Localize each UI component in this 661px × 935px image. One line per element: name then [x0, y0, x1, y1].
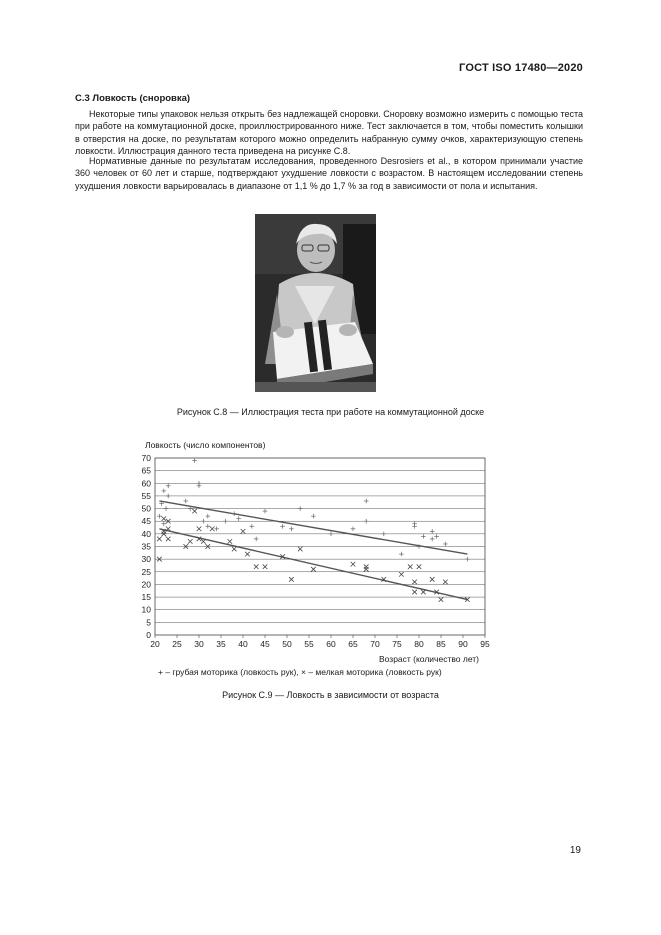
y-tick-label: 65 — [141, 465, 151, 476]
y-tick-label: 20 — [141, 579, 151, 590]
paragraph-1: Некоторые типы упаковок нельзя открыть без надлежащей сноровки. Сноровку возможно измерить с помощью теста при работе на коммутационной доске, проиллюстрированного ниже. Тест заключается в том, чтобы поместить колышки в отверстия на доске, по результатам которого можно определить набранную сумму очков, характеризующую степень ловкости. Иллюстрация данного теста приведена на рисунке С.8. — [75, 109, 583, 156]
data-point-gross-motor — [298, 506, 303, 511]
x-tick-label: 35 — [216, 639, 226, 649]
data-point-fine-motor — [298, 547, 303, 552]
data-point-fine-motor — [192, 509, 197, 514]
chart-y-axis-title: Ловкость (число компонентов) — [145, 440, 266, 450]
data-point-gross-motor — [421, 534, 426, 539]
data-point-gross-motor — [263, 509, 268, 514]
data-point-fine-motor — [263, 564, 268, 569]
y-tick-label: 45 — [141, 516, 151, 527]
data-point-fine-motor — [417, 564, 422, 569]
data-point-gross-motor — [214, 527, 219, 532]
y-tick-label: 25 — [141, 566, 151, 577]
section-title: С.3 Ловкость (сноровка) — [75, 93, 191, 104]
x-tick-label: 60 — [326, 639, 336, 649]
data-point-fine-motor — [197, 527, 202, 532]
y-tick-label: 35 — [141, 541, 151, 552]
data-point-gross-motor — [430, 529, 435, 534]
data-point-gross-motor — [311, 514, 316, 519]
data-point-fine-motor — [364, 564, 369, 569]
data-point-gross-motor — [351, 527, 356, 532]
x-tick-label: 55 — [304, 639, 314, 649]
data-point-gross-motor — [166, 494, 171, 499]
data-point-fine-motor — [439, 597, 444, 602]
dexterity-age-chart — [135, 438, 505, 678]
pegboard-test-photo — [255, 214, 376, 392]
data-point-fine-motor — [162, 516, 167, 521]
x-tick-label: 50 — [282, 639, 292, 649]
data-point-fine-motor — [412, 590, 417, 595]
y-tick-label: 70 — [141, 453, 151, 463]
data-point-fine-motor — [188, 539, 193, 544]
x-tick-label: 70 — [370, 639, 380, 649]
data-point-gross-motor — [162, 489, 167, 494]
data-point-gross-motor — [434, 534, 439, 539]
data-point-fine-motor — [166, 537, 171, 542]
y-tick-label: 15 — [141, 592, 151, 603]
x-tick-label: 95 — [480, 639, 490, 649]
data-point-fine-motor — [157, 537, 162, 542]
y-tick-label: 55 — [141, 490, 151, 501]
data-point-gross-motor — [399, 552, 404, 557]
x-tick-label: 25 — [172, 639, 182, 649]
data-point-fine-motor — [408, 564, 413, 569]
data-point-fine-motor — [364, 567, 369, 572]
page-number: 19 — [569, 845, 581, 856]
data-point-fine-motor — [210, 527, 215, 532]
figure-c9-caption: Рисунок С.9 — Ловкость в зависимости от возраста — [222, 690, 439, 700]
x-tick-label: 65 — [348, 639, 358, 649]
data-point-fine-motor — [232, 547, 237, 552]
y-tick-label: 50 — [141, 503, 151, 514]
data-point-fine-motor — [311, 567, 316, 572]
document-id-header: ГОСТ ISO 17480—2020 — [459, 62, 583, 74]
data-point-gross-motor — [223, 519, 228, 524]
data-point-gross-motor — [412, 521, 417, 526]
y-tick-label: 10 — [141, 604, 151, 615]
data-point-gross-motor — [162, 521, 167, 526]
data-point-fine-motor — [245, 552, 250, 557]
paragraph-2: Нормативные данные по результатам исследования, проведенного Desrosiers et al., в котором принимали участие 360 человек от 60 лет и старше, подтверждают ухудшение ловкости с возрастом. В настоящем исследовании степень ухудшения ловкости варьировалась в диапазоне от 1,1 % до 1,7 % за год в зависимости от пола и испытания. — [75, 156, 583, 191]
data-point-gross-motor — [197, 481, 202, 486]
y-tick-label: 60 — [141, 478, 151, 489]
data-point-gross-motor — [201, 519, 206, 524]
x-tick-label: 45 — [260, 639, 270, 649]
data-point-gross-motor — [254, 537, 259, 542]
data-point-gross-motor — [364, 519, 369, 524]
data-point-gross-motor — [443, 542, 448, 547]
data-point-gross-motor — [164, 506, 169, 511]
x-tick-label: 75 — [392, 639, 402, 649]
data-point-gross-motor — [236, 516, 241, 521]
data-point-gross-motor — [157, 514, 162, 519]
x-tick-label: 20 — [150, 639, 160, 649]
chart-x-axis-title: Возраст (количество лет) — [379, 654, 479, 664]
data-point-fine-motor — [254, 564, 259, 569]
data-point-gross-motor — [206, 514, 211, 519]
x-tick-label: 30 — [194, 639, 204, 649]
data-point-gross-motor — [206, 524, 211, 529]
data-point-fine-motor — [289, 577, 294, 582]
trend-line-gross-motor — [159, 501, 467, 554]
data-point-gross-motor — [382, 532, 387, 537]
data-point-fine-motor — [430, 577, 435, 582]
x-tick-label: 40 — [238, 639, 248, 649]
data-point-gross-motor — [430, 537, 435, 542]
y-tick-label: 30 — [141, 554, 151, 565]
data-point-fine-motor — [241, 529, 246, 534]
x-tick-label: 80 — [414, 639, 424, 649]
y-tick-label: 40 — [141, 528, 151, 539]
chart-legend: + – грубая моторика (ловкость рук), × – мелкая моторика (ловкость рук) — [158, 667, 442, 677]
y-tick-label: 5 — [146, 617, 151, 628]
data-point-gross-motor — [166, 484, 171, 489]
data-point-gross-motor — [465, 557, 470, 562]
data-point-gross-motor — [184, 499, 189, 504]
data-point-gross-motor — [364, 499, 369, 504]
data-point-gross-motor — [232, 511, 237, 516]
figure-c8-caption: Рисунок С.8 — Иллюстрация теста при работе на коммутационной доске — [176, 407, 485, 417]
data-point-fine-motor — [443, 580, 448, 585]
y-tick-label: 0 — [146, 630, 151, 640]
data-point-gross-motor — [280, 524, 285, 529]
x-tick-label: 85 — [436, 639, 446, 649]
data-point-fine-motor — [228, 539, 233, 544]
data-point-gross-motor — [329, 532, 334, 537]
data-point-gross-motor — [289, 527, 294, 532]
data-point-fine-motor — [399, 572, 404, 577]
data-point-gross-motor — [250, 524, 255, 529]
data-point-fine-motor — [421, 590, 426, 595]
data-point-gross-motor — [192, 458, 197, 463]
x-tick-label: 90 — [458, 639, 468, 649]
data-point-fine-motor — [351, 562, 356, 567]
data-point-fine-motor — [412, 580, 417, 585]
data-point-fine-motor — [201, 539, 206, 544]
